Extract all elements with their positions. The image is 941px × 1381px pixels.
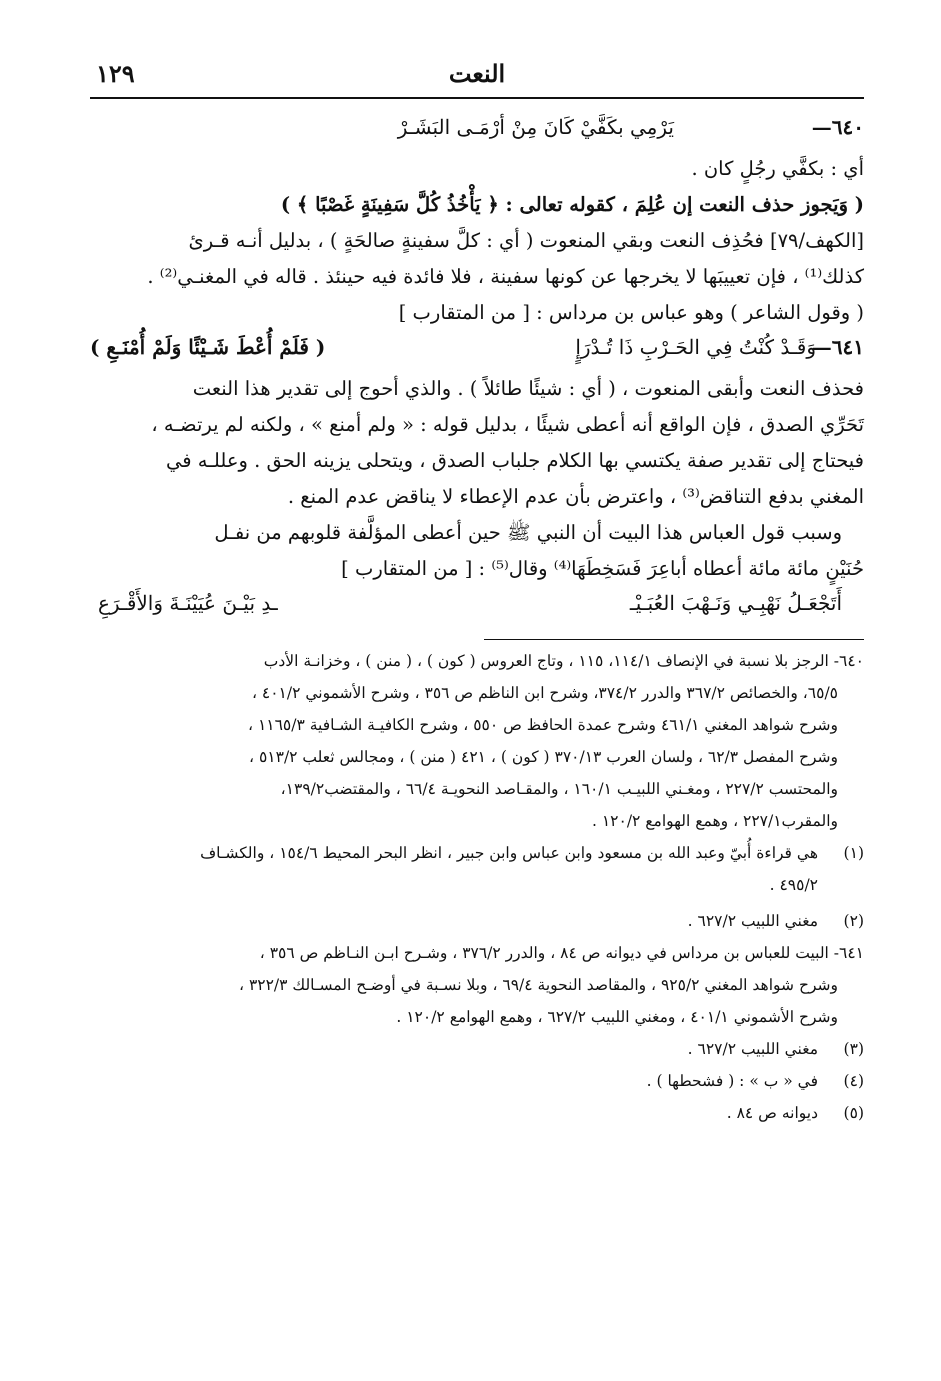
- footnote-marker: (٥): [843, 1104, 864, 1122]
- verse-hemistich: يَرْمِي بكَفَّيْ كَانَ مِنْ أرْمَـى البَشَـرْ: [397, 115, 674, 139]
- verse-hemistich-first: وَقَـدْ كُنْتُ فِي الحَـرْبِ ذَا تُـدْرَإٍ: [575, 335, 816, 359]
- verse-hemistich-second: ـدِ بَيْـنَ عُيَيْنَـةَ وَالأَقْـرَعِ: [98, 591, 278, 615]
- main-text: [90, 151, 864, 627]
- footnote-line: والمحتسب ٢٢٧/٢ ، ومغـني اللبيـب ١٦٠/١ ، والمقـاصد النحويـة ٦٦/٤ ، والمقتضب١٣٩/٢،: [280, 780, 838, 798]
- paragraph: كذلك⁽¹⁾ ، فإن تعييبَها لا يخرجها عن كونها سفينة ، فلا فائدة فيه حينئذ . قاله في المغنـي⁽²⁾ .: [147, 265, 864, 288]
- paragraph: فحذف النعت وأبقى المنعوت ، ( أي : شيئًا طائلاً ) . والذي أحوج إلى تقدير هذا النعت: [192, 377, 864, 400]
- page-number: ١٢٩: [96, 59, 135, 88]
- footnote-line: وشرح شواهد المغني ٤٦١/١ وشرح عمدة الحافظ ص ٥٥٠ ، وشرح الكافيـة الشـافية ١١٦٥/٣ ،: [248, 716, 838, 734]
- footnote-4: [90, 1065, 864, 1097]
- footnote-1: [90, 837, 864, 869]
- verse-640: [90, 109, 864, 149]
- paragraph: المغني بدفع التناقض⁽³⁾ ، واعترض بأن عدم الإعطاء لا يناقض عدم المنع .: [287, 485, 864, 508]
- footnote-text: مغني اللبيب ٦٢٧/٢ .: [687, 1040, 818, 1058]
- book-page: [90, 55, 864, 1355]
- footnote-line: ٦٤٠- الرجز بلا نسبة في الإنصاف ١١٤/١، ١١٥ ، وتاج العروس ( كون ) ، ( منن ) ، وخزانـة الأدب: [263, 652, 864, 670]
- verse-hemistich-first: أَتَجْعَـلُ نَهْبِـي وَنَـهْبَ العُبَـيْـ: [629, 591, 842, 615]
- page-header: [90, 55, 864, 99]
- footnote-marker: (٢): [843, 912, 864, 930]
- paragraph: [الكهف/٧٩] فحُذِف النعت وبقي المنعوت ( أي : كلَّ سفينةٍ صالحَةٍ ) ، بدليل أنـه قـرئ: [188, 229, 864, 252]
- paragraph: وسبب قول العباس هذا البيت أن النبي ﷺ حين أعطى المؤلَّفة قلوبهم من نفـل: [214, 521, 842, 544]
- footnote-text: ديوانه ص ٨٤ .: [726, 1104, 818, 1122]
- footnote-line: ٦٥/٥، والخصائص ٣٦٧/٢ والدرر ٣٧٤/٢، وشرح ابن الناظم ص ٣٥٦ ، وشرح الأشموني ٤٠١/٢ ،: [251, 684, 838, 702]
- footnote-line: والمقرب٢٢٧/١ ، وهمع الهوامع ١٢٠/٢ .: [591, 812, 838, 830]
- separator-rule: [484, 639, 864, 640]
- chapter-title: النعت: [448, 59, 506, 88]
- verse-641: [90, 331, 864, 371]
- footnote-line: وشرح شواهد المغني ٩٢٥/٢ ، والمقاصد النحوية ٦٩/٤ ، وبلا نسـبة في أوضـح المسـالك ٣٢٢/٣ ،: [239, 976, 838, 994]
- footnote-marker: (٤): [843, 1072, 864, 1090]
- footnote-marker: (١): [843, 844, 864, 862]
- footnote-line: وشرح الأشموني ٤٠١/١ ، ومغني اللبيب ٦٢٧/٢ ، وهمع الهوامع ١٢٠/٢ .: [396, 1008, 838, 1026]
- footnote-2: [90, 905, 864, 937]
- footnote-separator: [90, 627, 864, 645]
- paragraph: أي : بكفَّي رجُلٍ كان .: [691, 157, 864, 180]
- paragraph: حُنَيْنٍ مائة مائة أعطاه أباعِرَ فَسَخِطَهَا⁽⁴⁾ وقال⁽⁵⁾ : [ من المتقارب ]: [341, 557, 864, 580]
- paragraph: تَحَرِّي الصدق ، فإن الواقع أنه أعطى شيئًا ، بدليل قوله : « ولم أمنع » ، ولكنه لم يرتضـه ،: [151, 413, 864, 436]
- footnote-line: ٦٤١- البيت للعباس بن مرداس في ديوانه ص ٨٤ ، والدرر ٣٧٦/٢ ، وشـرح ابـن النـاظم ص ٣٥٦ ،: [259, 944, 864, 962]
- footnote-marker: (٣): [843, 1040, 864, 1058]
- footnote-3: [90, 1033, 864, 1065]
- footnote-text: مغني اللبيب ٦٢٧/٢ .: [687, 912, 818, 930]
- footnotes: [90, 645, 864, 1129]
- paragraph: ( وَيَجوز حذف النعت إن عُلِمَ ، كقوله تعالى : ﴿ يَأْخُذُ كُلَّ سَفِينَةٍ غَصْبًا ﴾ ): [280, 193, 864, 216]
- verse-hemistich-second: ( فَلَمْ أُعْطَ شَـيْئًا وَلَمْ أُمْنَـعِ ): [90, 335, 326, 359]
- verse-number: ٦٤١—: [811, 335, 864, 359]
- verse-number: ٦٤٠—: [811, 115, 864, 139]
- verse-642: [90, 587, 864, 627]
- footnote-text: في « ب » : ( فشحطها ) .: [646, 1072, 818, 1090]
- footnote-line: وشرح المفصل ٦٢/٣ ، ولسان العرب ٣٧٠/١٣ ( كون ) ، ٤٢١ ( منن ) ، ومجالس ثعلب ٥١٣/٢ ،: [249, 748, 838, 766]
- paragraph: ( وقول الشاعر ) وهو عباس بن مرداس : [ من المتقارب ]: [398, 301, 864, 324]
- footnote-5: [90, 1097, 864, 1129]
- footnote-line: ٤٩٥/٢ .: [769, 876, 818, 894]
- paragraph: فيحتاج إلى تقدير صفة يكتسي بها الكلام جلباب الصدق ، ويتحلى يزينه الحق . وعللـه في: [165, 449, 864, 472]
- footnote-text: هي قراءة أُبيّ وعبد الله بن مسعود وابن عباس وابن جبير ، انظر البحر المحيط ١٥٤/٦ ، والكشـاف: [200, 844, 818, 862]
